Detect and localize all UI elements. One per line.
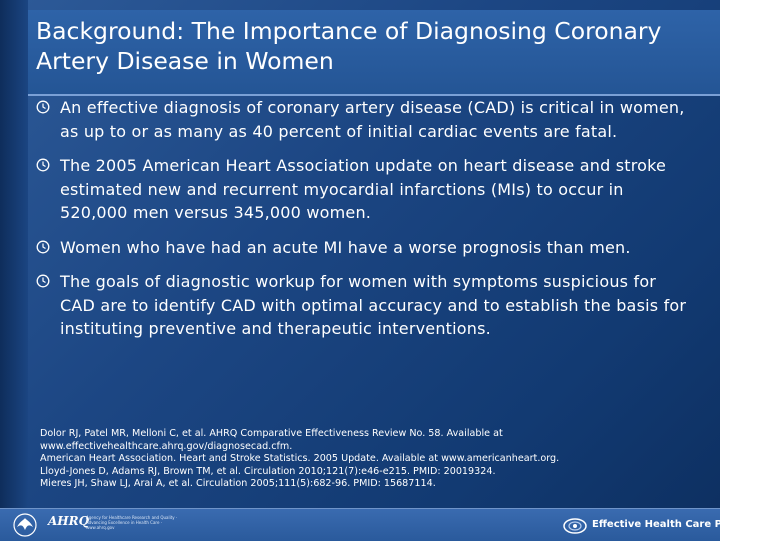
clock-circle-icon — [36, 240, 50, 254]
reference-line: Mieres JH, Shaw LJ, Arai A, et al. Circulation 2005;111(5):682-96. PMID: 15687114. — [40, 478, 436, 489]
bullet-list — [36, 96, 696, 352]
reference-line[interactable]: www.effectivehealthcare.ahrq.gov/diagnosecad.cfm. — [40, 440, 293, 452]
swirl-globe-icon — [562, 517, 588, 535]
references — [40, 428, 680, 491]
clock-circle-icon — [36, 274, 50, 288]
ahrq-logo-text: AHRQ — [48, 514, 90, 528]
bullet-text: Women who have had an acute MI have a worse prognosis than men. — [60, 237, 631, 257]
footer-bar — [0, 508, 763, 541]
ahrq-tagline: Agency for Healthcare Research and Quality · Advancing Excellence in Health Care · www.ahrq.gov — [86, 515, 178, 530]
bullet-item — [36, 270, 696, 341]
left-rule — [0, 0, 28, 540]
hhs-eagle-logo — [8, 512, 42, 538]
bullet-text: The goals of diagnostic workup for women with symptoms suspicious for CAD are to identify CAD with optimal accuracy and to establish the basis for instituting preventive and therapeutic interventions. — [60, 272, 687, 338]
bullet-text: The 2005 American Heart Association update on heart disease and stroke estimated new and recurrent myocardial infarctions (MIs) to occur in 520,000 men versus 345,000 women. — [60, 156, 667, 222]
reference-line: American Heart Association. Heart and Stroke Statistics. 2005 Update. Available at www.americanheart.org. — [40, 453, 560, 464]
bullet-item — [36, 96, 696, 143]
slide-title: Background: The Importance of Diagnosing Coronary Artery Disease in Women — [36, 17, 662, 75]
clock-circle-icon — [36, 158, 50, 172]
ahrq-logo — [48, 514, 178, 538]
bullet-item — [36, 236, 696, 260]
bullet-item — [36, 154, 696, 225]
reference-line: Dolor RJ, Patel MR, Melloni C, et al. AHRQ Comparative Effectiveness Review No. 58. Available at — [40, 428, 503, 439]
program-name: Effective Health Care Program — [592, 519, 763, 530]
bullet-text: An effective diagnosis of coronary artery disease (CAD) is critical in women, as up to or as many as 40 percent of initial cardiac events are fatal. — [60, 98, 685, 141]
reference-line: Lloyd-Jones D, Adams RJ, Brown TM, et al. Circulation 2010;121(7):e46-e215. PMID: 20019324. — [40, 465, 496, 477]
clock-circle-icon — [36, 100, 50, 114]
